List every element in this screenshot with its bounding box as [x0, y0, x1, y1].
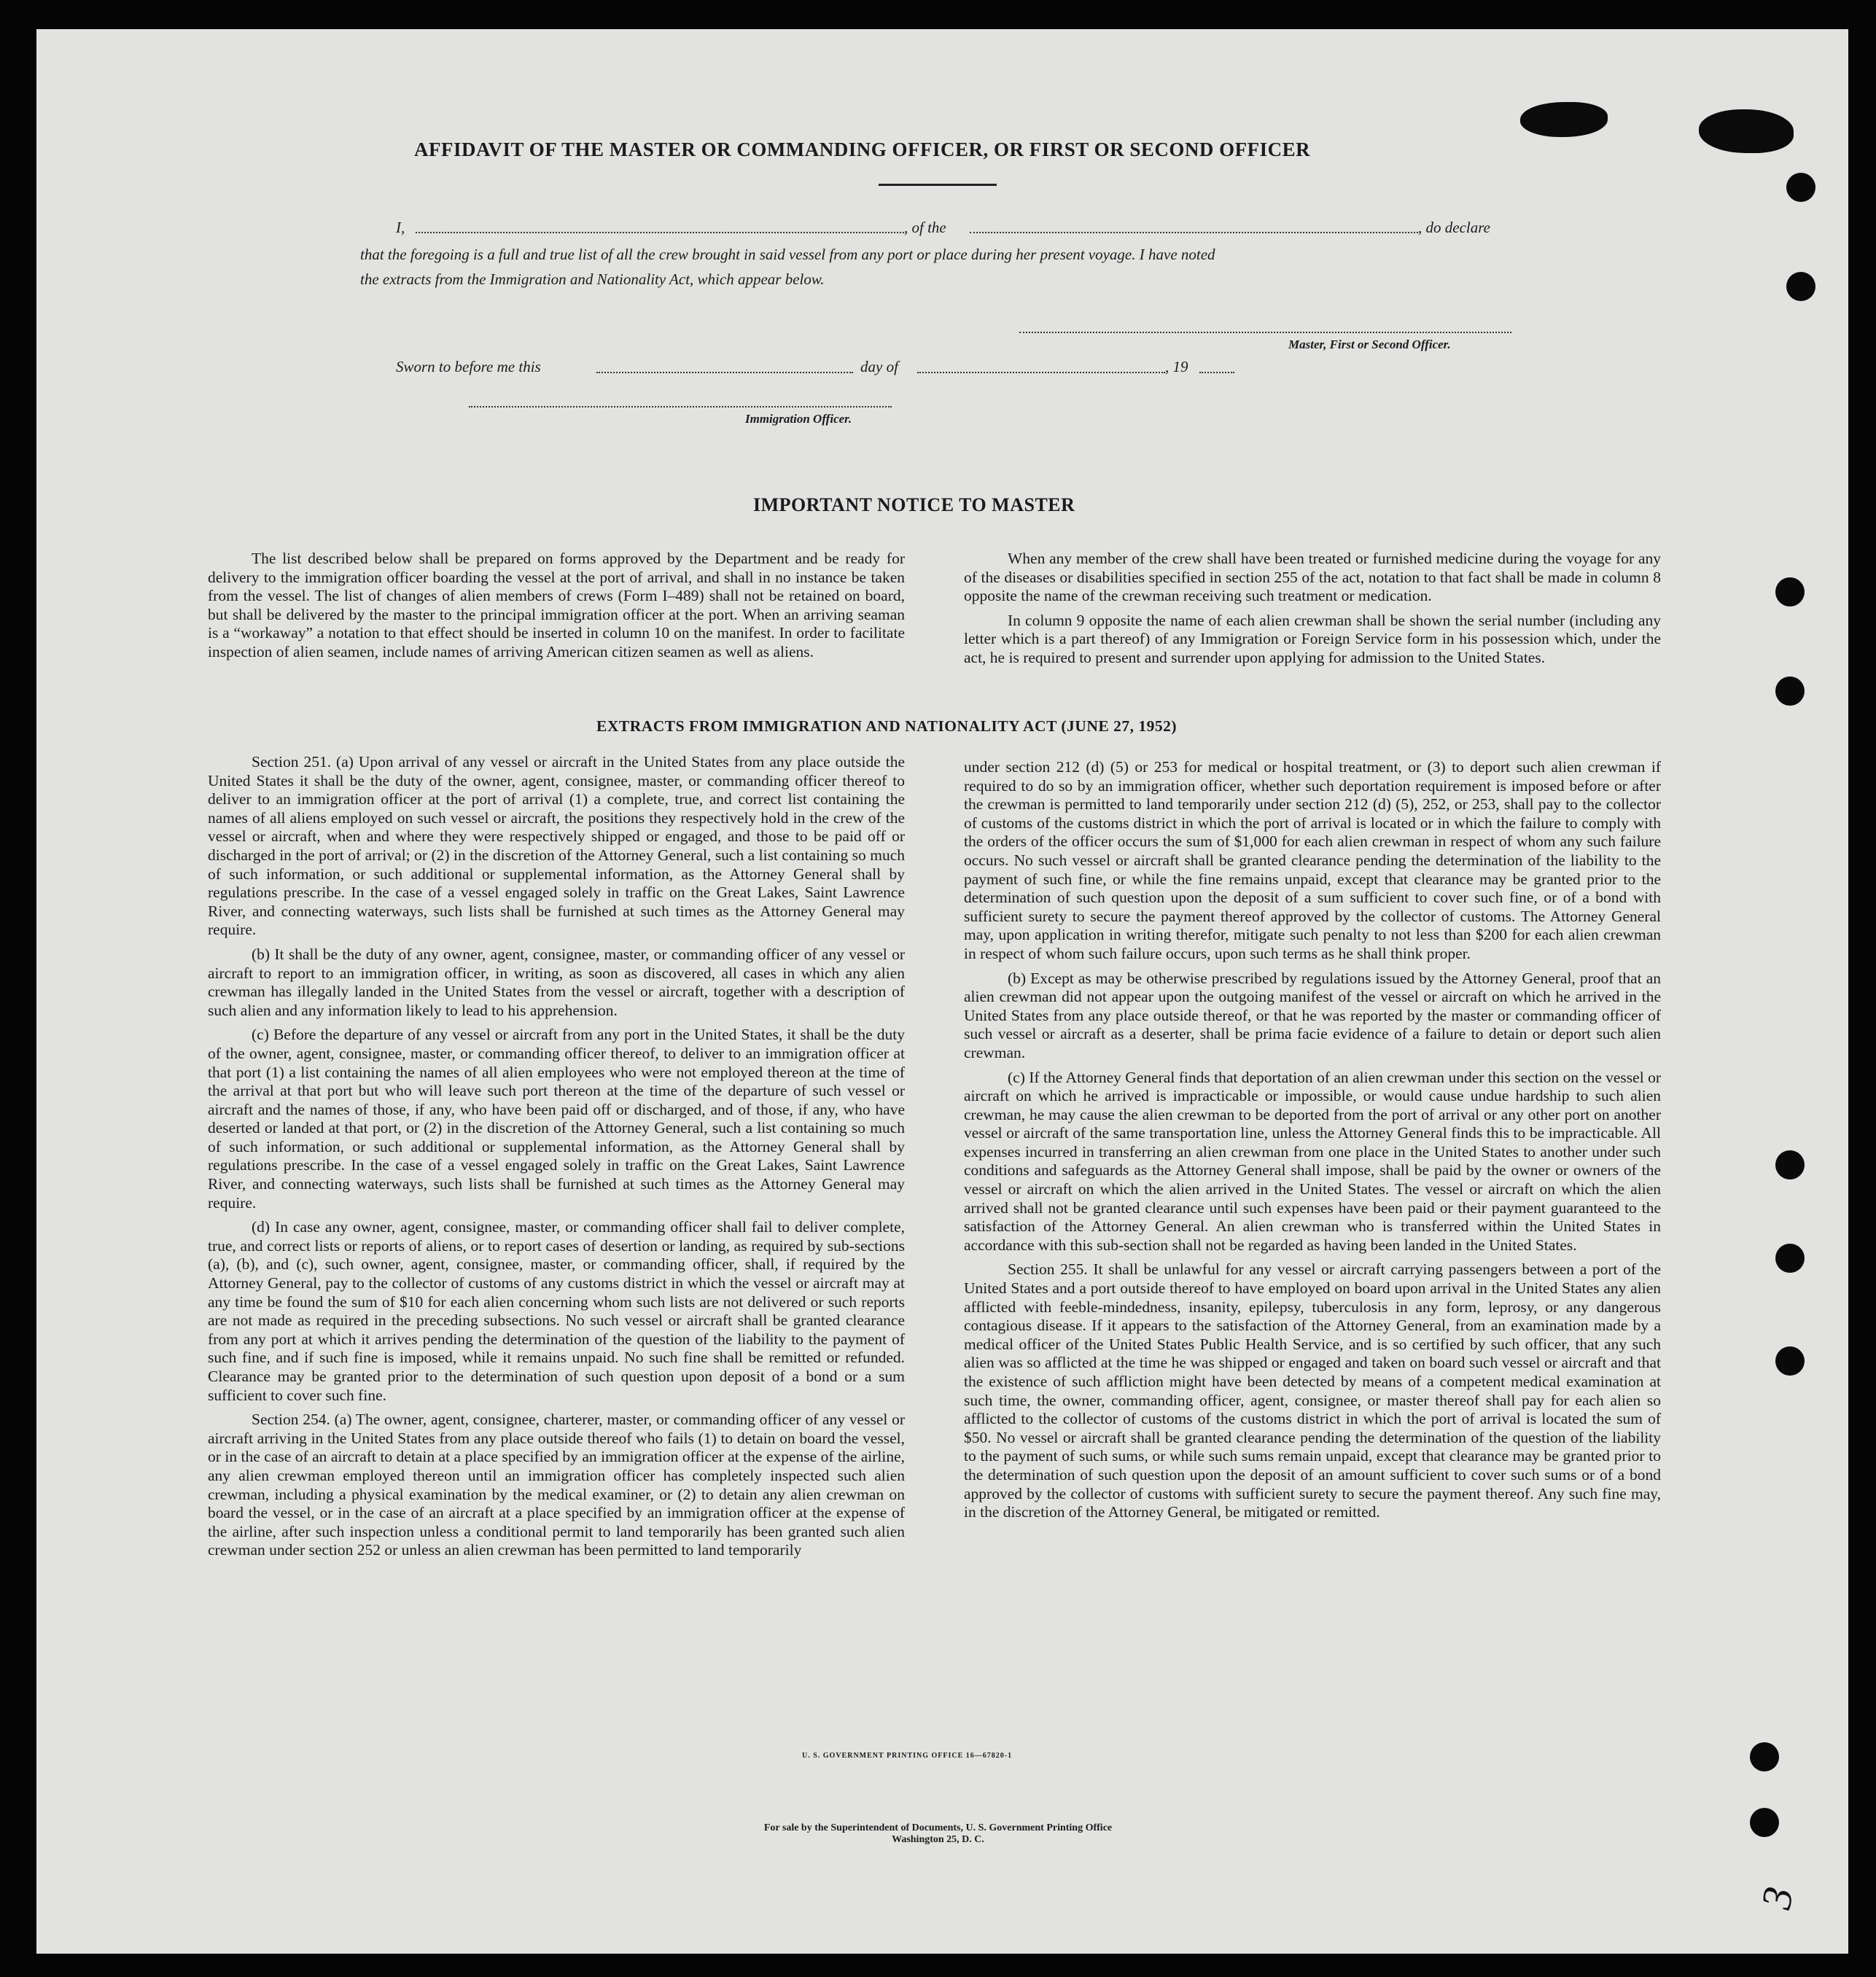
notice-left-paragraph: The list described below shall be prepared on forms approved by the Department and be ready for delivery to the immigration officer boarding the vessel at the port of arrival, and shall in no instance be taken from the vessel. The list of changes of alien members of crews (Form I–489) shall not be retained on board, but shall be delivered by the master to the principal immigration officer at the port. When an arriving seaman is a “workaway” a notation to that effect should be inserted in column 10 on the manifest. In order to facilitate inspection of alien seamen, include names of arriving American citizen seamen as well as aliens. [208, 550, 905, 660]
title-rule [879, 184, 997, 186]
master-signature-label: Master, First or Second Officer. [1288, 338, 1451, 351]
extracts-title: EXTRACTS FROM IMMIGRATION AND NATIONALITY ACT (JUNE 27, 1952) [596, 717, 1177, 735]
notice-left-column [208, 550, 905, 668]
notice-right-paragraph-1: When any member of the crew shall have been treated or furnished medicine during the voyage for any of the diseases or disabilities specified in section 255 of the act, notation to that fact shall be made in column 8 opposite the name of the crewman receiving such treatment or medication. [964, 550, 1661, 605]
section-255: Section 255. It shall be unlawful for any vessel or aircraft carrying passengers between a port of the United States and a port outside thereof to have employed on board upon arrival in the United States any alien afflicted with feeble-mindedness, insanity, epilepsy, tuberculosis in any form, leprosy, or any dangerous contagious disease. If it appears to the satisfaction of the Attorney General, from an examination made by a medical officer of the United States Public Health Service, and is so certified by such officer, that any such alien was so afflicted at the time he was shipped or engaged and taken on board such vessel or aircraft and that the existence of such affliction might have been detected by means of a competent medical examination at such time, the owner, commanding officer, agent, consignee, or master thereof shall pay for each alien so afflicted to the collector of customs of the customs district in which the port of arrival is located the sum of $50. No vessel or aircraft shall be granted clearance pending the determination of the question of the liability to the payment of such sums, or while such sums remain unpaid, except that clearance may be granted prior to the determination of such question upon the deposit of an amount sufficient to cover such sums or of a bond approved by the collector of customs with sufficient surety to secure the payment thereof. Any such fine may, in the discretion of the Attorney General, be mitigated or remitted. [964, 1260, 1661, 1521]
sale-notice [0, 1822, 1876, 1846]
punch-hole [1775, 577, 1805, 607]
sworn-label: Sworn to before me this [396, 358, 541, 375]
section-251-b: (b) It shall be the duty of any owner, agent, consignee, master, or commanding officer of any vessel or aircraft to report to an immigration officer, in writing, as soon as discovered, all cases in which any alien crewman has illegally landed in the United States from the vessel or aircraft, together with a description of such alien and any information likely to lead to his apprehension. [208, 945, 905, 1019]
vessel-blank [970, 232, 1418, 233]
extracts-left-column [208, 753, 905, 1566]
handwritten-page-number: 3 [1751, 1883, 1803, 1913]
ink-blot [1520, 102, 1608, 137]
day-of-label: day of [860, 358, 898, 375]
immigration-officer-label: Immigration Officer. [745, 412, 852, 426]
punch-hole [1786, 272, 1815, 301]
name-blank [416, 232, 904, 233]
section-254-c: (c) If the Attorney General finds that deportation of an alien crewman under this section on the vessel or aircraft on which he arrived is impracticable or impossible, or would cause undue hardship to such alien crewman, he may cause the alien crewman to be deported from the port of arrival or any other port on another vessel or aircraft of the same transportation line, unless the Attorney General finds this to be impracticable. All expenses incurred in transferring an alien crewman from one place in the United States to another under such conditions and safeguards as the Attorney General shall impose, shall be paid by the owner or owners of the vessel or aircraft on which the alien arrived in the United States. The vessel or aircraft on which the alien arrived shall not be granted clearance until such expenses have been paid or their payment guaranteed to the satisfaction of the Attorney General. An alien crewman who is transferred within the United States in accordance with this sub-section shall not be regarded as having been landed in the United States. [964, 1068, 1661, 1254]
sworn-day-blank [596, 372, 853, 373]
section-251-d: (d) In case any owner, agent, consignee, master, or commanding officer shall fail to deliver complete, true, and correct lists or reports of aliens, or to report cases of desertion or landing, as required by sub-sections (a), (b), and (c), such owner, agent, consignee, master, or commanding officer, shall, if required by the Attorney General, pay to the collector of customs of any customs district in which the vessel or aircraft may at any time be found the sum of $10 for each alien concerning whom such lists are not delivered or such reports are not made as required in the preceding subsections. No such vessel or aircraft shall be granted clearance from any port at which it arrives pending the determination of the question of the liability to the payment of such fine, and if such fine is imposed, while it remains unpaid. No such fine shall be remitted or refunded. Clearance may be granted prior to the determination of such question upon deposit of a bond or a sum sufficient to cover such fine. [208, 1218, 905, 1404]
year-blank [1199, 372, 1234, 373]
extracts-right-column [964, 758, 1661, 1528]
sale-line: For sale by the Superintendent of Documents, U. S. Government Printing Office [763, 1822, 1113, 1833]
year-label: , 19 [1165, 358, 1188, 375]
punch-hole [1775, 1244, 1805, 1273]
punch-hole [1775, 676, 1805, 706]
sworn-month-blank [917, 372, 1165, 373]
punch-hole [1775, 1150, 1805, 1179]
section-251-a: Section 251. (a) Upon arrival of any vessel or aircraft in the United States from any place outside the United States it shall be the duty of the owner, agent, consignee, master, or commanding officer thereof to deliver to an immigration officer at the port of arrival (1) a complete, true, and correct list containing the names of all aliens employed on such vessel or aircraft, the positions they respectively hold in the crew of the vessel or aircraft, when and where they were respectively shipped or engaged, and those to be paid off or discharged in the port of arrival; or (2) in the discretion of the Attorney General, such a list containing so much of such information, or such additional or supplemental information, as the Attorney General shall by regulations prescribe. In the case of a vessel engaged solely in traffic on the Great Lakes, Saint Lawrence River, and connecting waterways, such lists shall be furnished at such times as the Attorney General may require. [208, 753, 905, 939]
punch-hole [1786, 173, 1815, 202]
affidavit-title: AFFIDAVIT OF THE MASTER OR COMMANDING OFFICER, OR FIRST OR SECOND OFFICER [414, 139, 1311, 160]
affidavit-i-label: I, [396, 219, 405, 236]
immigration-officer-line [469, 406, 892, 408]
sale-city: Washington 25, D. C. [892, 1834, 984, 1845]
section-254-a-cont: under section 212 (d) (5) or 253 for medical or hospital treatment, or (3) to deport such alien crewman if required to do so by an immigration officer, whether such deportation requirement is imposed before or after the crewman is permitted to land temporarily under section 212 (d) (5), 252, or 253, shall pay to the collector of customs of the customs district in which the port of arrival is located or in which the failure to comply with the orders of the officer occurs the sum of $1,000 for each alien crewman in respect of whom any such failure occurs. No such vessel or aircraft shall be granted clearance pending the determination of the liability to the payment of such fine, or while the fine remains unpaid, except that clearance may be granted prior to the determination of such question upon the deposit of a sum sufficient to cover such fine, or of a bond with sufficient surety to secure the payment thereof approved by the collector of customs. The Attorney General may, upon application in writing therefor, mitigate such penalty to not less than $200 for each alien crewman in respect of whom such failure occurs, upon such terms as he shall think proper. [964, 758, 1661, 962]
notice-right-paragraph-2: In column 9 opposite the name of each alien crewman shall be shown the serial number (including any letter which is a part thereof) of any Immigration or Foreign Service form in his possession which, under the act, he is required to present and surrender upon applying for admission to the United States. [964, 611, 1661, 666]
affidavit-of-the: , of the [904, 219, 946, 236]
notice-title: IMPORTANT NOTICE TO MASTER [753, 494, 1075, 515]
punch-hole [1775, 1346, 1805, 1376]
section-254-b: (b) Except as may be otherwise prescribed by regulations issued by the Attorney General, proof that an alien crewman did not appear upon the outgoing manifest of the vessel or aircraft on which he arrived in the United States from any place outside thereof, or that he was reported by the master or commanding officer of such vessel or aircraft as a deserter, shall be prima facie evidence of a failure to detain or deport such alien crewman. [964, 969, 1661, 1061]
notice-right-column [964, 550, 1661, 674]
section-251-c: (c) Before the departure of any vessel or aircraft from any port in the United States, it shall be the duty of the owner, agent, consignee, master, or commanding officer thereof, to deliver to an immigration officer at that port (1) a list containing the names of all alien employees who were not employed thereon at the time of the arrival at that port but who will leave such port thereon at the time of the departure of such vessel or aircraft and the names of those, if any, who have been paid off or discharged, and of those, if any, who have deserted or landed at that port, or (2) in the discretion of the Attorney General, such a list containing so much of such information, or such additional or supplemental information, as the Attorney General shall by regulations prescribe. In the case of a vessel engaged solely in traffic on the Great Lakes, Saint Lawrence River, and connecting waterways, such lists shall be furnished at such times as the Attorney General may require. [208, 1026, 905, 1212]
affidavit-line-3: the extracts from the Immigration and Nationality Act, which appear below. [360, 270, 825, 288]
affidavit-do-declare: , do declare [1418, 219, 1490, 236]
punch-hole [1750, 1742, 1779, 1771]
master-signature-line [1019, 332, 1511, 333]
section-254-a: Section 254. (a) The owner, agent, consignee, charterer, master, or commanding officer of any vessel or aircraft arriving in the United States from any place outside thereof who fails (1) to detain on board the vessel, or in the case of an aircraft to detain at a place specified by an immigration officer at the expense of the airline, any alien crewman employed thereon until an immigration officer has completely inspected such alien crewman, including a physical examination by the medical examiner, or (2) to detain any alien crewman on board the vessel, or in the case of an aircraft at a place specified by an immigration officer at the expense of the airline, after such inspection unless a conditional permit to land temporarily has been granted such alien crewman under section 252 or unless an alien crewman has been permitted to land temporarily [208, 1411, 905, 1559]
ink-blot [1699, 109, 1794, 153]
affidavit-line-2: that the foregoing is a full and true list of all the crew brought in said vessel from any port or place during her present voyage. I have noted [360, 246, 1215, 263]
printer-imprint: U. S. GOVERNMENT PRINTING OFFICE 16—67820-1 [802, 1752, 1013, 1760]
